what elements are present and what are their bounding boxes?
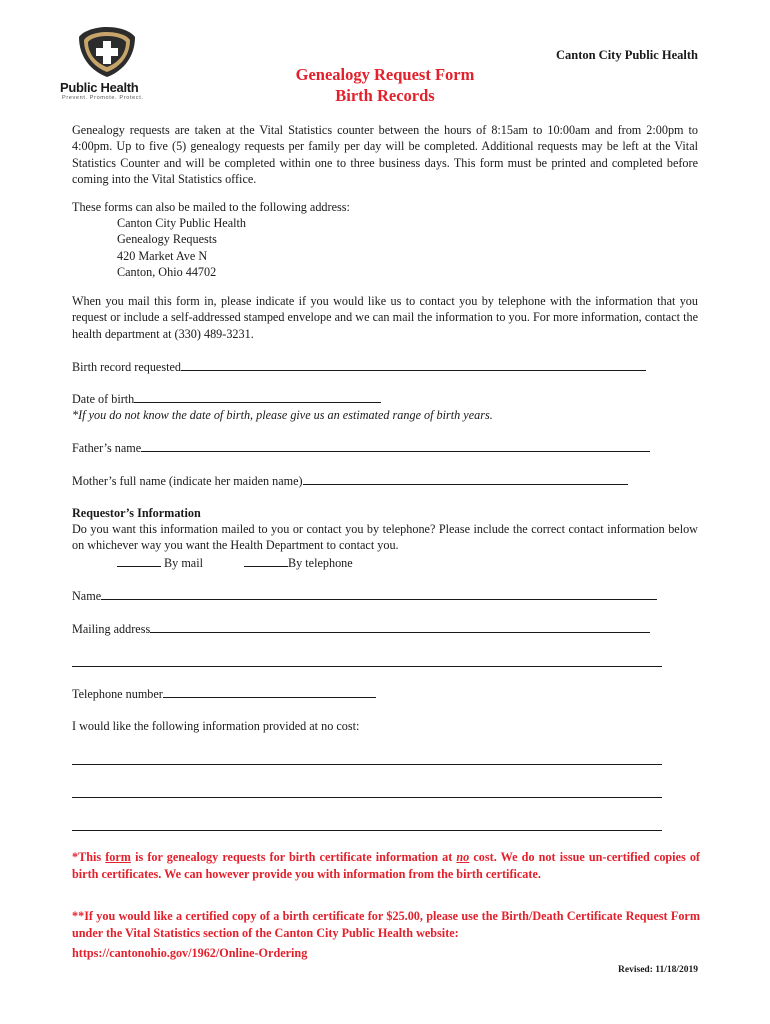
father-row	[72, 439, 650, 456]
mailing-field[interactable]	[150, 620, 650, 633]
mail-paragraph: When you mail this form in, please indicate if you would like us to contact you by telephone with the information that you request or include a self-addressed stamped envelope and we can mail the information to you. For more information, contact the health department at (330) 489-3231.	[72, 294, 698, 341]
online-ordering-link[interactable]: https://cantonohio.gov/1962/Online-Ordering	[72, 946, 308, 960]
father-field[interactable]	[141, 439, 650, 452]
phone-label: Telephone number	[72, 687, 163, 701]
note-1-part-a: *This	[72, 850, 106, 864]
requestor-heading: Requestor’s Information	[72, 506, 201, 520]
note-genealogy	[72, 849, 700, 882]
name-row	[72, 587, 657, 604]
dob-note: *If you do not know the date of birth, please give us an estimated range of birth years.	[72, 408, 493, 422]
mother-row	[72, 472, 628, 489]
birth-record-row	[72, 358, 672, 375]
by-phone-blank[interactable]	[244, 554, 288, 567]
page-title	[240, 64, 530, 106]
no-cost-label: I would like the following information provided at no cost:	[72, 719, 360, 733]
org-name: Canton City Public Health	[555, 48, 698, 62]
mailing-label: Mailing address	[72, 622, 151, 636]
note-certified: **If you would like a certified copy of a birth certificate for $25.00, please use the Birth/Death Certificate Request Form under the Vital Statistics section of the Canton City Public Health website:	[72, 909, 700, 940]
address-line-3: 420 Market Ave N	[117, 248, 208, 263]
contact-choice	[117, 554, 353, 571]
phone-row	[72, 685, 376, 702]
address-block	[117, 215, 246, 281]
mother-field[interactable]	[303, 472, 628, 485]
title-line-2: Birth Records	[335, 86, 435, 105]
mailing-field-line-2[interactable]	[72, 666, 662, 667]
title-line-1: Genealogy Request Form	[295, 65, 475, 84]
no-cost-line-2[interactable]	[72, 797, 662, 798]
note-1-part-c: cost. We do not issue un-certified copies of birth certificates. We can however provide you with information from the birth certificate.	[72, 850, 700, 881]
no-cost-line-1[interactable]	[72, 764, 662, 765]
by-phone-label: By telephone	[288, 556, 353, 570]
name-label: Name	[72, 589, 102, 603]
mailing-row	[72, 620, 650, 637]
mail-lead: These forms can also be mailed to the following address:	[72, 200, 350, 214]
note-1-part-b: is for genealogy requests for birth certificate information at	[130, 850, 457, 864]
logo	[60, 25, 150, 103]
birth-record-field[interactable]	[181, 358, 646, 371]
intro-paragraph: Genealogy requests are taken at the Vital Statistics counter between the hours of 8:15am to 10:00am and from 2:00pm to 4:00pm. Up to five (5) genealogy requests per family per day will be completed. Additional requests may be left at the Vital Statistics Counter and will be completed within one to three business days. This form must be printed and completed before coming into the Vital Statistics office.	[72, 123, 698, 187]
logo-tagline: Prevent. Promote. Protect.	[62, 95, 144, 101]
no-cost-line-3[interactable]	[72, 830, 662, 831]
address-line-1: Canton City Public Health	[117, 216, 246, 230]
name-field[interactable]	[101, 587, 657, 600]
note-1-form: form	[105, 850, 131, 864]
dob-row	[72, 390, 381, 407]
father-label: Father’s name	[72, 441, 142, 455]
note-1-no: no	[456, 850, 470, 864]
address-line-4: Canton, Ohio 44702	[117, 265, 217, 280]
by-mail-label: By mail	[164, 556, 203, 570]
dob-field[interactable]	[134, 390, 381, 403]
address-line-2: Genealogy Requests	[117, 232, 217, 247]
logo-name: Public Health	[60, 80, 139, 95]
requestor-text: Do you want this information mailed to you or contact you by telephone? Please include the correct contact information below on whichever way you want the Health Department to contact you.	[72, 522, 698, 553]
mother-label: Mother’s full name (indicate her maiden name)	[72, 474, 303, 488]
birth-record-label: Birth record requested	[72, 360, 181, 374]
phone-field[interactable]	[163, 685, 376, 698]
revised-date: Revised: 11/18/2019	[618, 965, 698, 975]
by-mail-blank[interactable]	[117, 554, 161, 567]
shield-cross-icon	[77, 25, 137, 79]
dob-label: Date of birth	[72, 392, 135, 406]
